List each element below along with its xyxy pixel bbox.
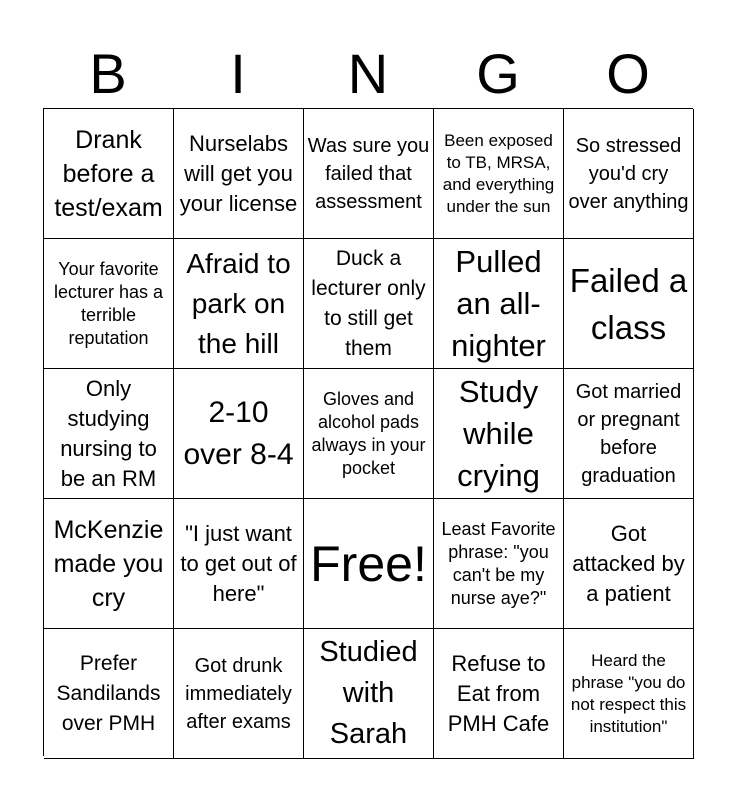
bingo-cell[interactable]: [434, 239, 564, 369]
cell-text: Got married or pregnant before graduation: [575, 380, 682, 487]
bingo-cell[interactable]: [174, 109, 304, 239]
cell-text: Study while crying: [457, 373, 540, 493]
cell-text: Pulled an all-nighter: [451, 243, 546, 363]
bingo-cell[interactable]: [564, 239, 694, 369]
cell-text: 2-10 over 8-4: [183, 395, 294, 471]
bingo-cell[interactable]: [304, 239, 434, 369]
free-space-text: Free!: [310, 535, 427, 592]
cell-text: Afraid to park on the hill: [186, 247, 291, 359]
bingo-cell[interactable]: [174, 629, 304, 759]
header-letter-b: B: [89, 42, 127, 105]
bingo-cell[interactable]: [434, 629, 564, 759]
bingo-cell[interactable]: [44, 369, 174, 499]
cell-text: Drank before a test/exam: [54, 125, 163, 222]
header-letter-i: I: [230, 42, 246, 105]
cell-text: McKenzie made you cry: [53, 515, 164, 612]
cell-text: Least Favorite phrase: "you can't be my nurse aye?": [441, 518, 556, 608]
header-letter-n: N: [347, 42, 389, 105]
cell-text: Refuse to Eat from PMH Cafe: [447, 650, 550, 736]
cell-text: Heard the phrase "you do not respect this institution": [570, 650, 687, 736]
cell-text: Was sure you failed that assessment: [307, 134, 430, 213]
bingo-cell[interactable]: [564, 109, 694, 239]
bingo-cell[interactable]: [434, 109, 564, 239]
bingo-cell[interactable]: [44, 109, 174, 239]
bingo-cell[interactable]: [564, 629, 694, 759]
bingo-cell[interactable]: [44, 239, 174, 369]
cell-text: "I just want to get out of here": [180, 520, 297, 606]
bingo-cell[interactable]: [44, 499, 174, 629]
cell-text: Failed a class: [569, 261, 688, 346]
bingo-cell[interactable]: [304, 369, 434, 499]
bingo-cell[interactable]: [304, 629, 434, 759]
cell-text: Gloves and alcohol pads always in your pocket: [311, 388, 426, 478]
bingo-cell[interactable]: [304, 109, 434, 239]
bingo-cell[interactable]: [174, 499, 304, 629]
cell-text: Got drunk immediately after exams: [185, 654, 292, 733]
header-letter-o: O: [606, 42, 650, 105]
bingo-cell[interactable]: [174, 369, 304, 499]
bingo-cell[interactable]: [174, 239, 304, 369]
cell-text: Been exposed to TB, MRSA, and everything under the sun: [442, 130, 555, 216]
bingo-cell[interactable]: [564, 369, 694, 499]
bingo-board: [43, 108, 693, 756]
bingo-cell[interactable]: [434, 499, 564, 629]
cell-text: Your favorite lecturer has a terrible reputation: [53, 258, 164, 348]
bingo-cell[interactable]: [564, 499, 694, 629]
bingo-header: [43, 40, 693, 108]
cell-text: So stressed you'd cry over anything: [568, 134, 689, 213]
bingo-cell free-space[interactable]: [304, 499, 434, 629]
header-letter-g: G: [476, 42, 520, 105]
cell-text: Prefer Sandilands over PMH: [56, 651, 161, 735]
cell-text: Duck a lecturer only to still get them: [311, 246, 426, 360]
bingo-cell[interactable]: [44, 629, 174, 759]
bingo-cell[interactable]: [434, 369, 564, 499]
cell-text: Got attacked by a patient: [572, 520, 685, 606]
cell-text: Nurselabs will get you your license: [179, 130, 298, 216]
cell-text: Studied with Sarah: [319, 636, 418, 750]
cell-text: Only studying nursing to be an RM: [60, 375, 157, 491]
